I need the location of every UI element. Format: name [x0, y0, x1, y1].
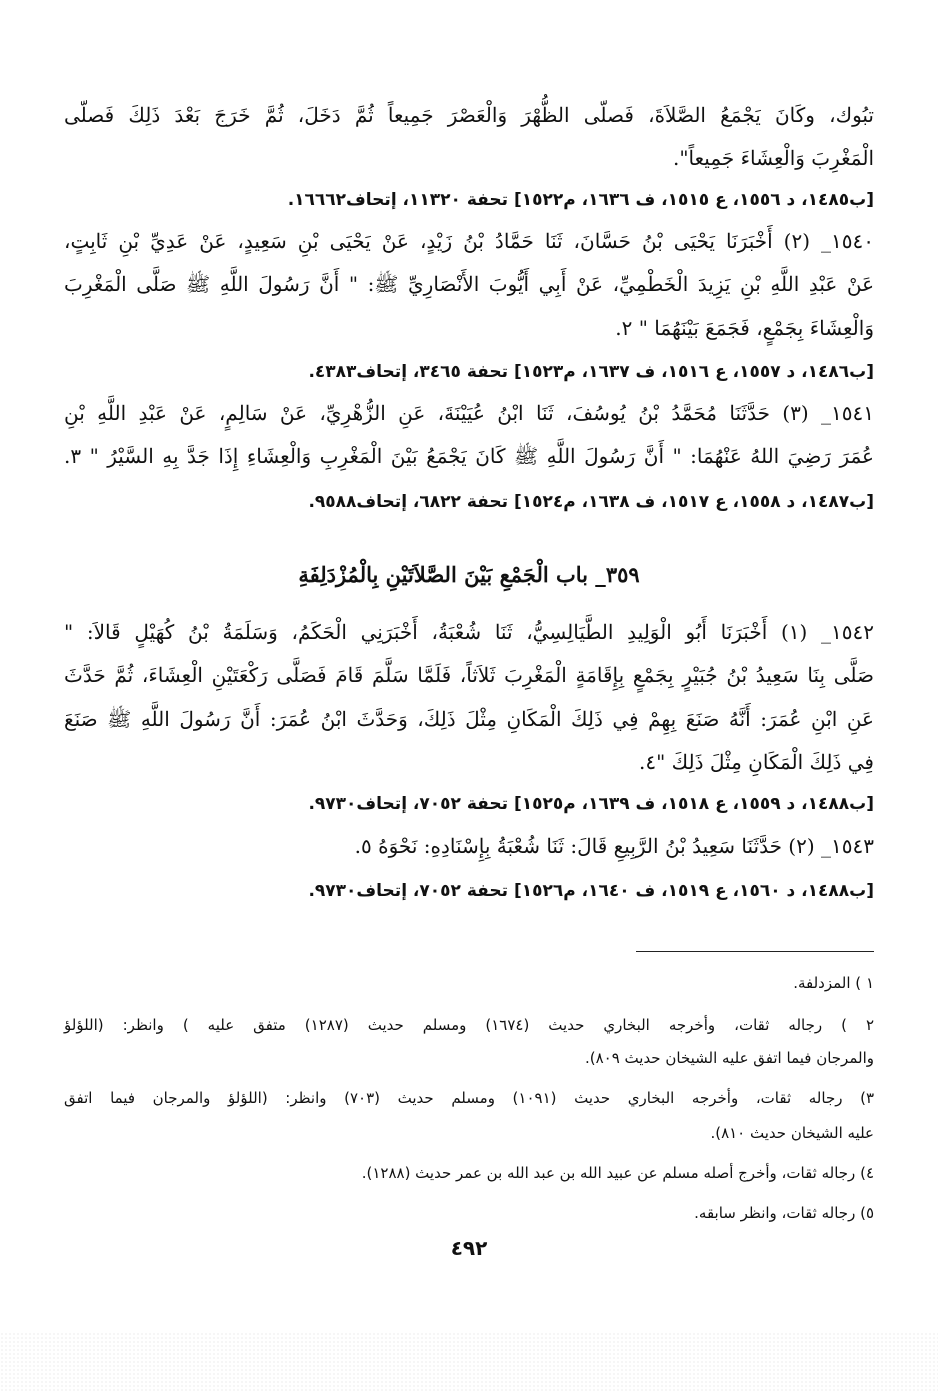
footnote: ٥) رجاله ثقات، وانظر سابقه. [694, 1204, 874, 1222]
footnote: ١ ) المزدلفة. [793, 974, 874, 992]
text-line: عَنِ ابْنِ عُمَرَ: أَنَّهُ صَنَعَ بِهِمْ فِي ذَلِكَ الْمَكَانِ مِثْلَ ذَلِكَ، وَحَدَّثَ ابْنُ عُمَرَ: أَنَّ رَسُولَ اللَّهِ ﷺ صَنَعَ [64, 707, 874, 731]
text-line: الْمَغْرِبَ وَالْعِشَاءَ جَمِيعاً". [673, 146, 874, 170]
footnote: ٢ ) رجاله ثقات، وأخرجه البخاري حديث (١٦٧٤) ومسلم حديث (١٢٨٧) متفق عليه ) وانظر: (اللؤلؤ [64, 1016, 874, 1034]
reference-line: [ب١٤٨٨، د ١٥٦٠، ع ١٥١٩، ف ١٦٤٠، م١٥٢٦] تحفة ٧٠٥٢، إتحاف٩٧٣٠. [308, 881, 874, 901]
text-line: وَالْعِشَاءَ بِجَمْعٍ، فَجَمَعَ بَيْنَهُمَا " ٢. [615, 316, 874, 340]
text-line: تبُوك، وكَانَ يَجْمَعُ الصَّلاَةَ، فَصلّى الظُّهْرَ وَالْعَصْرَ جَمِيعاً ثُمَّ دَخَلَ، ثُمَّ خَرَجَ بَعْدَ ذَلِكَ فَصلّى [64, 103, 874, 127]
footnote: والمرجان فيما اتفق عليه الشيخان حديث ٨٠٩). [584, 1049, 874, 1067]
hadith-line: ١٥٤١_ (٣) حَدَّثَنَا مُحَمَّدُ بْنُ يُوسُفَ، ثَنَا ابْنُ عُيَيْنَةَ، عَنِ الزُّهْرِيِّ، عَنْ سَالِمٍ، عَنْ عَبْدِ اللَّهِ بْنِ [64, 401, 874, 425]
text-line: عُمَرَ رَضِيَ اللهُ عَنْهُمَا: " أَنَّ رَسُولَ اللَّهِ ﷺ كَانَ يَجْمَعُ بَيْنَ الْمَغْرِبِ وَالْعِشَاءِ إِذَا جَدَّ بِهِ السَّيْرُ " ٣. [64, 444, 874, 468]
reference-line: [ب١٤٨٦، د ١٥٥٧، ع ١٥١٦، ف ١٦٣٧، م١٥٢٣] تحفة ٣٤٦٥، إتحاف٤٣٨٣. [308, 362, 874, 382]
reference-line: [ب١٤٨٧، د ١٥٥٨، ع ١٥١٧، ف ١٦٣٨، م١٥٢٤] تحفة ٦٨٢٢، إتحاف٩٥٨٨. [308, 492, 874, 512]
text-line: فِي ذَلِكَ الْمَكَانِ مِثْلَ ذَلِكَ "٤. [639, 750, 874, 774]
hadith-line: ١٥٤٣_ (٢) حَدَّثَنَا سَعِيدُ بْنُ الرَّبِيعِ قَالَ: ثَنَا شُعْبَةُ بِإِسْنَادِهِ: نَحْوَهُ ٥. [354, 834, 874, 858]
text-line: صَلَّى بِنَا سَعِيدُ بْنُ جُبَيْرٍ بِجَمْعٍ بِإِقَامَةٍ الْمَغْرِبَ ثَلاَثاً، فَلَمَّا سَلَّمَ قَامَ فَصَلَّى رَكْعَتَيْنِ الْعِشَاءَ، ثُمَّ حَدَّثَ [64, 663, 874, 687]
footnote: عليه الشيخان حديث ٨١٠). [710, 1124, 874, 1142]
reference-line: [ب١٤٨٨، د ١٥٥٩، ع ١٥١٨، ف ١٦٣٩، م١٥٢٥] تحفة ٧٠٥٢، إتحاف٩٧٣٠. [308, 794, 874, 814]
footnote: ٤) رجاله ثقات، وأخرج أصله مسلم عن عبيد الله بن عبد الله بن عمر حديث (١٢٨٨). [361, 1164, 874, 1182]
reference-line: [ب١٤٨٥، د ١٥٥٦، ع ١٥١٥، ف ١٦٣٦، م١٥٢٢] تحفة ١١٣٢٠، إتحاف١٦٦٦٢. [287, 190, 874, 210]
text-line: عَنْ عَبْدِ اللَّهِ بْنِ يَزِيدَ الْخَطْمِيِّ، عَنْ أَبِي أَيُّوبَ الأَنْصَارِيِّ ﷺ: " أَنَّ رَسُولَ اللَّهِ ﷺ صَلَّى الْمَغْرِبَ [64, 272, 875, 296]
chapter-heading: ٣٥٩_ باب الْجَمْعِ بَيْنَ الصَّلاَتَيْنِ بِالْمُزْدَلِفَةِ [298, 562, 640, 587]
hadith-line: ١٥٤٢_ (١) أَخْبَرَنَا أَبُو الْوَلِيدِ الطَّيَالِسِيُّ، ثَنَا شُعْبَةُ، أَخْبَرَنِي الْحَكَمُ، وَسَلَمَةُ بْنُ كُهَيْلٍ قَالاَ: " [64, 620, 874, 644]
scan-texture [0, 1332, 938, 1392]
page-number: ٤٩٢ [450, 1236, 488, 1260]
footnote-divider [636, 951, 874, 952]
footnote: ٣) رجاله ثقات، وأخرجه البخاري حديث (١٠٩١) ومسلم حديث (٧٠٣) وانظر: (اللؤلؤ والمرجان فيما اتفق [64, 1089, 874, 1107]
hadith-line: ١٥٤٠_ (٢) أَخْبَرَنَا يَحْيَى بْنُ حَسَّانَ، ثَنَا حَمَّادُ بْنُ زَيْدٍ، عَنْ يَحْيَى بْنِ سَعِيدٍ، عَنْ عَدِيِّ بْنِ ثَابِتٍ، [64, 229, 874, 253]
